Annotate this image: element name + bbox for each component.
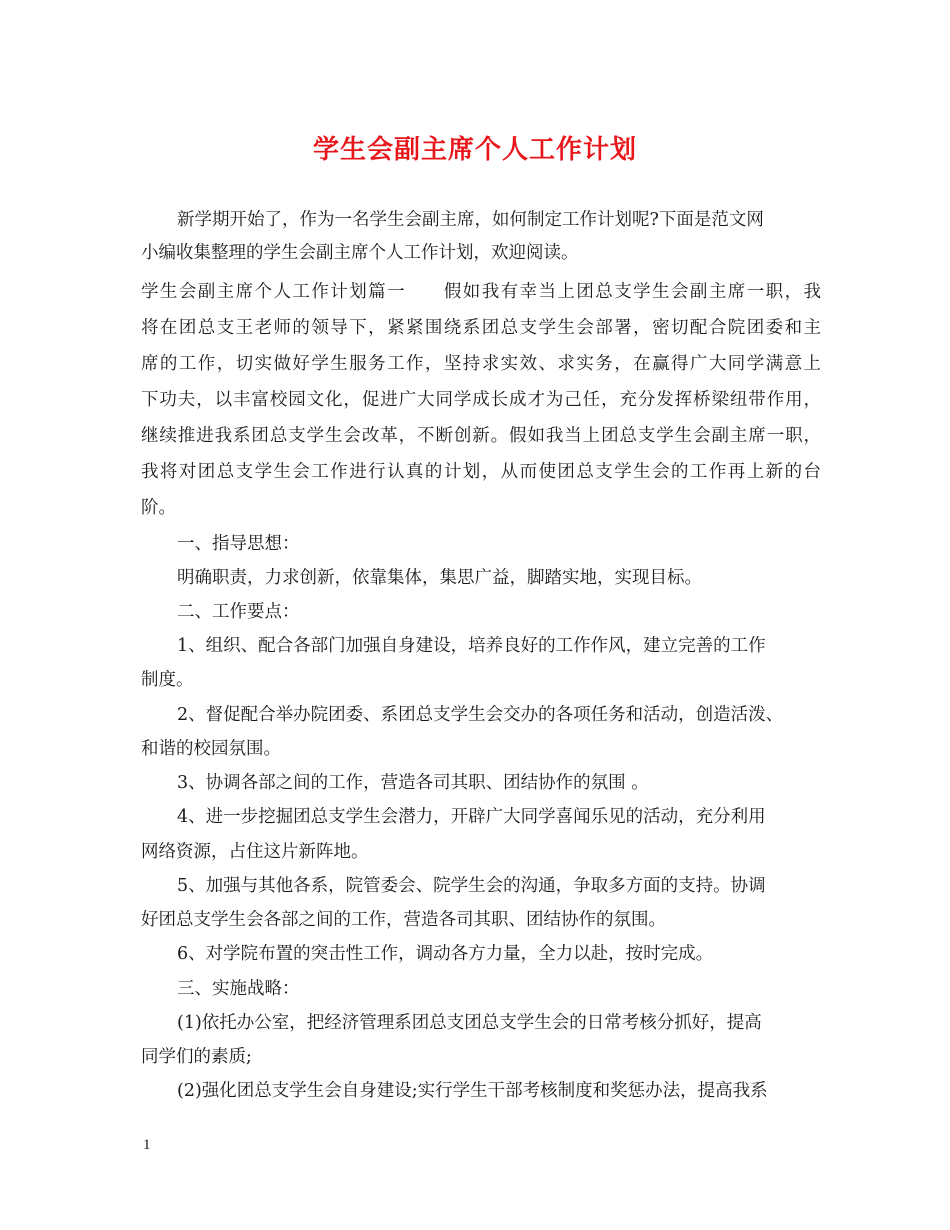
paragraph-line: 席的工作，切实做好学生服务工作，坚持求实效、求实务，在赢得广大同学满意上	[141, 354, 821, 374]
paragraph-line: 继续推进我系团总支学生会改革，不断创新。假如我当上团总支学生会副主席一职，	[141, 426, 821, 446]
paragraph-line: 将在团总支王老师的领导下，紧紧围绕系团总支学生会部署，密切配合院团委和主	[141, 318, 821, 338]
list-item-line: 3、协调各部之间的工作，营造各司其职、团结协作的氛围 。	[177, 773, 649, 793]
list-item-line: 6、对学院布置的突击性工作，调动各方力量，全力以赴，按时完成。	[177, 944, 714, 964]
paragraph-line: 学生会副主席个人工作计划篇一 假如我有幸当上团总支学生会副主席一职，我	[141, 282, 821, 302]
section-heading: 二、工作要点：	[177, 602, 300, 622]
list-item-line: 2、督促配合举办院团委、系团总支学生会交办的各项任务和活动，创造活泼、	[177, 705, 784, 725]
section-heading: 一、指导思想：	[177, 534, 300, 554]
list-item-line: 和谐的校园氛围。	[141, 739, 281, 759]
document-title: 学生会副主席个人工作计划	[312, 135, 637, 165]
section-heading: 三、实施战略：	[177, 979, 300, 999]
list-item-line: 1、组织、配合各部门加强自身建设，培养良好的工作作风，建立完善的工作	[177, 636, 766, 656]
list-item-line: 5、加强与其他各系，院管委会、院学生会的沟通，争取多方面的支持。协调	[177, 876, 766, 896]
list-item-line: 制度。	[141, 670, 194, 690]
list-item-line: 好团总支学生会各部之间的工作，营造各司其职、团结协作的氛围。	[141, 910, 666, 930]
list-item-line: 4、进一步挖掘团总支学生会潜力，开辟广大同学喜闻乐见的活动，充分利用	[177, 807, 766, 827]
paragraph-line: 明确职责，力求创新，依靠集体，集思广益，脚踏实地，实现目标。	[177, 568, 702, 588]
list-item-line: 网络资源，占住这片新阵地。	[141, 842, 369, 862]
paragraph-line: 我将对团总支学生会工作进行认真的计划，从而使团总支学生会的工作再上新的台	[141, 462, 821, 482]
paragraph-line: 阶。	[141, 498, 176, 518]
paragraph-line: 小编收集整理的学生会副主席个人工作计划，欢迎阅读。	[141, 243, 579, 263]
list-item-line: (2)强化团总支学生会自身建设;实行学生干部考核制度和奖惩办法，提高我系	[177, 1081, 768, 1101]
page-number: 1	[143, 1137, 151, 1153]
paragraph-line: 下功夫，以丰富校园文化，促进广大同学成长成才为己任，充分发挥桥梁纽带作用，	[141, 390, 821, 410]
paragraph-line: 新学期开始了，作为一名学生会副主席，如何制定工作计划呢?下面是范文网	[177, 210, 764, 230]
list-item-line: 同学们的素质;	[141, 1047, 252, 1067]
list-item-line: (1)依托办公室，把经济管理系团总支团总支学生会的日常考核分抓好，提高	[177, 1013, 762, 1033]
